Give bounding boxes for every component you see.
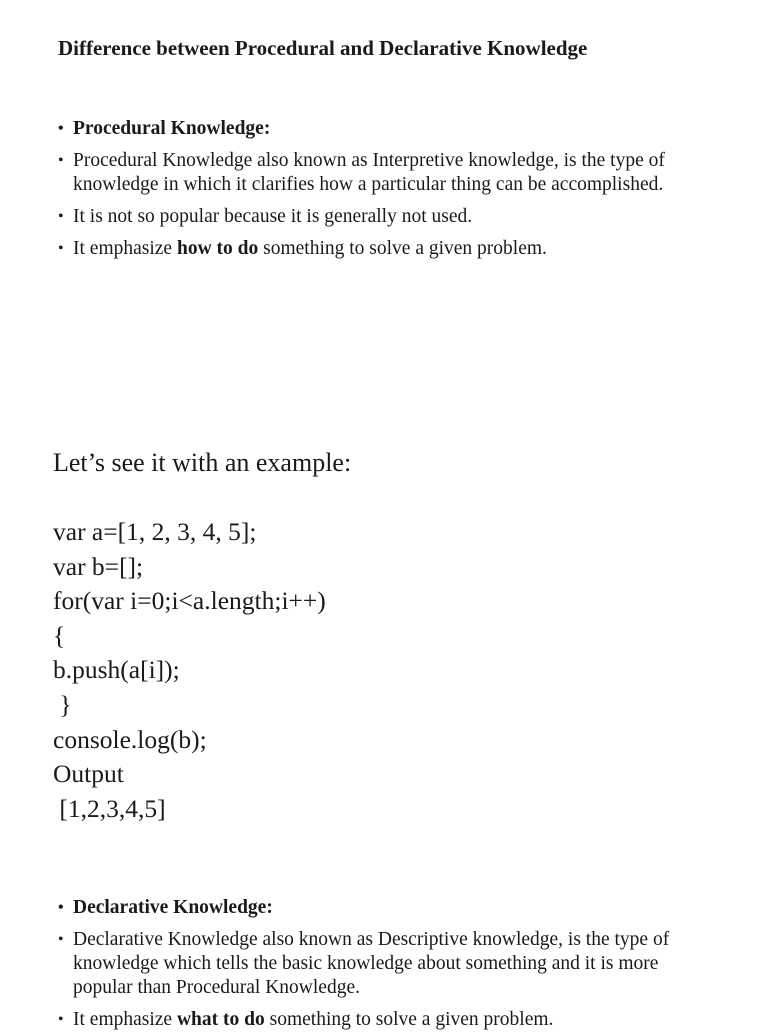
bullet-icon: • xyxy=(58,208,64,225)
bullet-icon: • xyxy=(58,120,64,137)
list-item xyxy=(56,237,716,261)
list-item xyxy=(56,928,716,1000)
declarative-point-2-prefix: It emphasize xyxy=(73,1009,177,1030)
procedural-point-3-emphasis: how to do xyxy=(176,238,259,259)
declarative-point-1: Declarative Knowledge also known as Descriptive knowledge, is the type of knowledge which tells the basic knowledge about something and it is more popular than Procedural Knowledge. xyxy=(73,929,670,998)
code-line: { xyxy=(53,620,66,650)
code-example xyxy=(53,515,326,826)
declarative-knowledge-list xyxy=(56,896,716,1032)
procedural-knowledge-list xyxy=(56,117,716,261)
bullet-icon: • xyxy=(58,931,64,948)
list-item xyxy=(56,1008,716,1032)
bullet-icon: • xyxy=(58,899,64,916)
procedural-point-3-suffix: something to solve a given problem. xyxy=(258,238,547,259)
code-line: } xyxy=(53,689,72,719)
procedural-point-1: Procedural Knowledge also known as Interpretive knowledge, is the type of knowledge in which it clarifies how a particular thing can be accomplished. xyxy=(73,150,665,195)
declarative-point-2-suffix: something to solve a given problem. xyxy=(264,1009,554,1030)
procedural-point-2: It is not so popular because it is generally not used. xyxy=(73,206,473,227)
procedural-point-3-prefix: It emphasize xyxy=(73,238,177,259)
page-title: Difference between Procedural and Declarative Knowledge xyxy=(58,36,588,60)
bullet-icon: • xyxy=(58,152,64,169)
declarative-point-2-emphasis: what to do xyxy=(176,1009,265,1030)
code-line: var a=[1, 2, 3, 4, 5]; xyxy=(53,517,257,546)
bullet-icon: • xyxy=(58,240,64,257)
code-line: for(var i=0;i<a.length;i++) xyxy=(53,586,326,616)
procedural-heading: Procedural Knowledge: xyxy=(73,118,271,139)
bullet-icon: • xyxy=(58,1011,64,1028)
output-value: [1,2,3,4,5] xyxy=(53,793,166,823)
declarative-heading: Declarative Knowledge: xyxy=(73,897,273,918)
code-line: console.log(b); xyxy=(53,724,207,754)
code-line: b.push(a[i]); xyxy=(53,655,180,685)
list-item xyxy=(56,117,716,141)
list-item xyxy=(56,896,716,920)
list-item xyxy=(56,205,716,229)
code-line: var b=[]; xyxy=(53,551,144,581)
output-label: Output xyxy=(53,759,124,789)
list-item xyxy=(56,149,716,197)
example-heading: Let’s see it with an example: xyxy=(53,448,352,477)
